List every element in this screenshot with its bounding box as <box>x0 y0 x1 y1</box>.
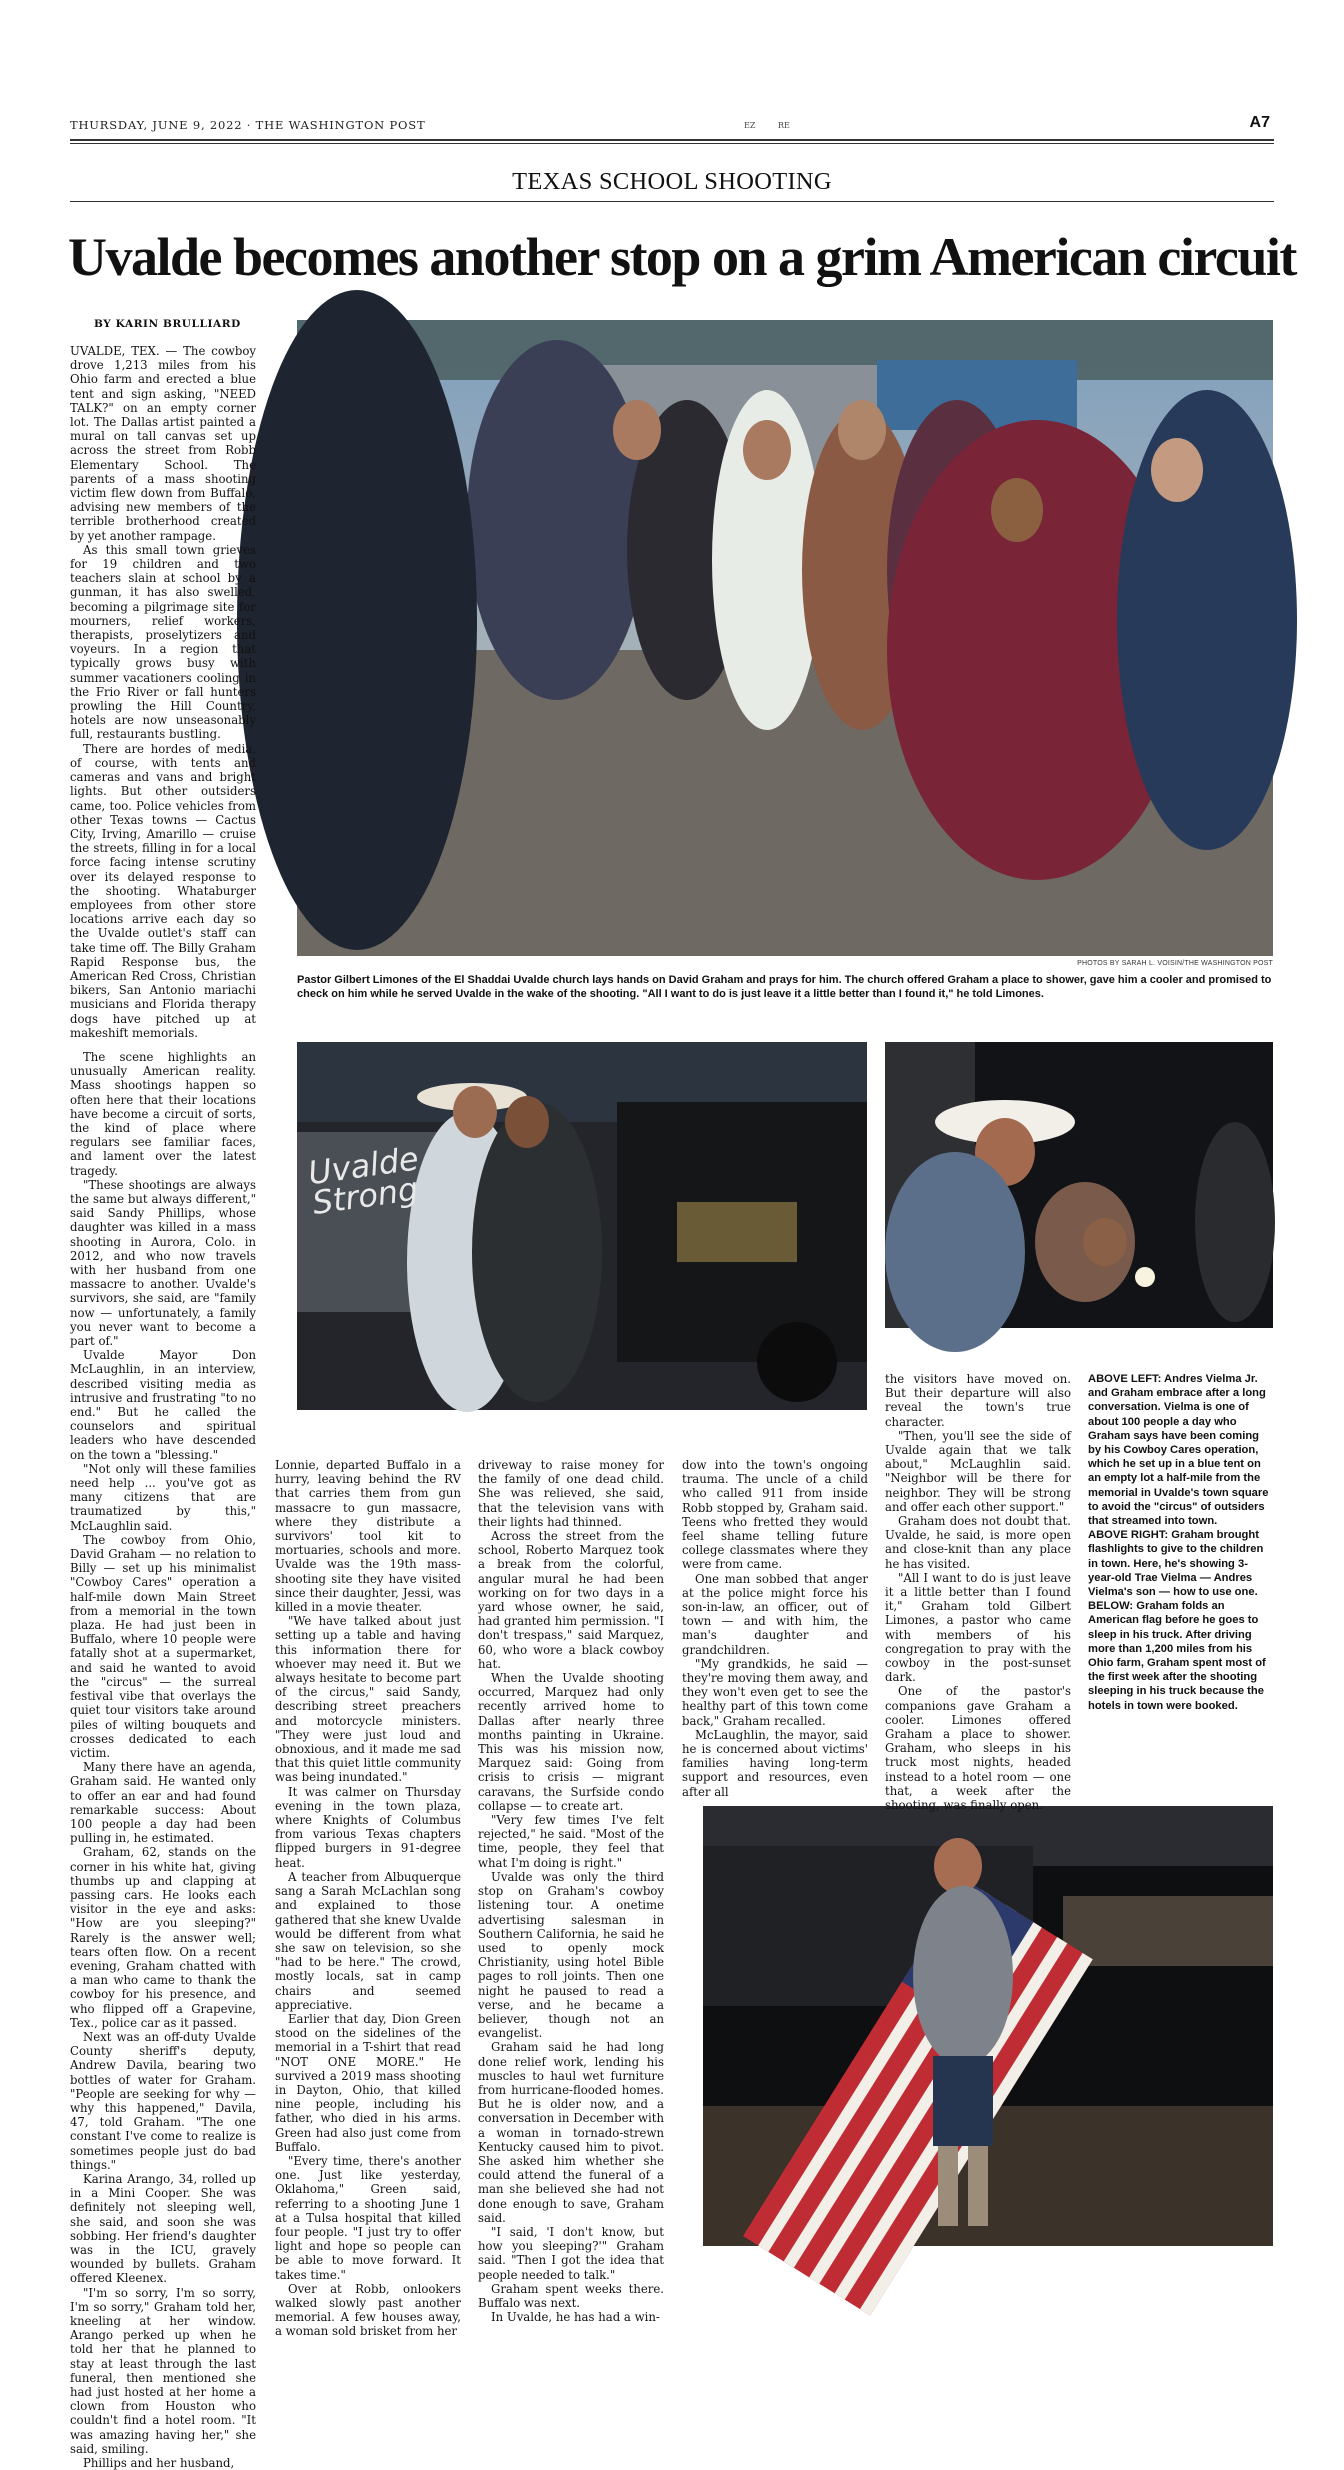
paragraph: In Uvalde, he has had a win- <box>491 2310 660 2325</box>
paragraph: Earlier that day, Dion Green stood on the sidelines of the memorial in a T-shirt that read "NOT ONE MORE." He survived a 2019 mass shooting in Dayton, Ohio, that killed nine people, including his father, who died in his arms. Green had also just come from Buffalo. <box>275 2011 461 2154</box>
paragraph: There are hordes of media, of course, with tents and cameras and vans and bright lights. But other outsiders came, too. Police vehicles from other Texas towns — Cactus City, Irving, Amarillo — cruise the streets, filling in for a local force facing intense scrutiny over its delayed response to the shooting. Whataburger employees from other store locations arrive each day so the Uvalde outlet's staff can take time off. The Billy Graham Rapid Response bus, the American Red Cross, Christian bikers, San Antonio mariachi musicians and Florida therapy dogs have pitched up at makeshift memorials. <box>70 741 256 1040</box>
paragraph: "Not only will these families need help ... you've got as many citizens that are traumatized by this," McLaughlin said. <box>70 1461 256 1533</box>
paragraph: Graham spent weeks there. Buffalo was next. <box>478 2281 664 2310</box>
paragraph: McLaughlin, the mayor, said he is concerned about victims' families having long-term support and resources, even after all <box>682 1727 868 1799</box>
paragraph: "I said, 'I don't know, but how you sleeping?'" Graham said. "Then I got the idea that people needed to talk." <box>478 2224 664 2282</box>
paragraph: "We have talked about just setting up a table and having this information there for whoever may need it. But we always hesitate to become part of the circus," said Sandy, describing street preachers and motorcycle ministers. "They were just loud and obnoxious, and it made me sad that this quiet little community was being inundated." <box>275 1614 461 1785</box>
article-column-2 <box>275 1458 461 2339</box>
headline: Uvalde becomes another stop on a grim American circuit <box>68 227 1296 287</box>
article-column-1 <box>70 344 256 2470</box>
paragraph: "I'm so sorry, I'm so sorry, I'm so sorry," Graham told her, kneeling at her window. Arango perked up when he told her that he planned to stay at least through the last funeral, then mentioned she had just hosted at her home a clown from Houston who couldn't find a hotel room. "It was amazing having her," she said, smiling. <box>70 2285 256 2456</box>
caption-above-right: ABOVE RIGHT: Graham brought flashlights to give to the children in town. Here, he's showing 3-year-old Trae Vielma — Andres Vielma's son — how to use one. <box>1088 1529 1264 1599</box>
paragraph: Graham said he had long done relief work, lending his muscles to haul wet furniture from hurricane-flooded homes. But he is older now, and a conversation in December with a woman in tornado-strewn Kentucky caused him to pivot. She asked him whether she could attend the funeral of a man she believed she had not done enough to save, Graham said. <box>478 2040 664 2225</box>
paragraph: Many there have an agenda, Graham said. He wanted only to offer an ear and had found remarkable success: About 100 people a day had been pulling in, he estimated. <box>70 1760 256 1846</box>
photo-embrace <box>297 1042 867 1410</box>
byline-author: KARIN BRULLIARD <box>115 318 241 330</box>
paragraph: Phillips and her husband, <box>83 2456 235 2470</box>
paragraph: Graham does not doubt that. Uvalde, he said, is more open and close-knit than any place he has visited. <box>885 1514 1071 1571</box>
paragraph: Across the street from the school, Roberto Marquez took a break from the colorful, angular mural he had been working on for two days in a yard whose owner, he said, had granted him permission. "I don't trespass," said Marquez, 60, who wore a black cowboy hat. <box>478 1529 664 1671</box>
paragraph: Uvalde was only the third stop on Graham's cowboy listening tour. A onetime advertising salesman in Southern California, he said he used to openly mock Christianity, using hotel Bible pages to roll joints. Then one night he paused to read a verse, and he became a believer, though not an evangelist. <box>478 1869 664 2041</box>
paragraph: Lonnie, departed Buffalo in a hurry, leaving behind the RV that carries them from gun massacre to gun massacre, where they distribute a survivors' tool kit to mortuaries, schools and more. Uvalde was the 19th mass-shooting site they have visited since their daughter, Jessi, was killed in a movie theater. <box>275 1458 461 1615</box>
edition-code-ez: EZ <box>744 121 756 130</box>
paragraph: "My grandkids, he said — they're moving them away, and they won't even get to see the healthy part of this town come back," Graham recalled. <box>682 1656 868 1728</box>
paragraph: One man sobbed that anger at the police might force his son-in-law, an officer, out of town — and with him, the man's daughter and grandchildren. <box>682 1571 868 1657</box>
header-rule-top <box>70 139 1274 141</box>
section-title: TEXAS SCHOOL SHOOTING <box>512 168 832 195</box>
mural-text: Uvalde Strong <box>305 1139 421 1223</box>
article-column-4 <box>682 1458 868 1799</box>
paragraph: A teacher from Albuquerque sang a Sarah McLachlan song and explained to those gathered that she knew Uvalde would be different from what she saw on television, so she "had to be here." The crowd, mostly locals, sat in camp chairs and seemed appreciative. <box>275 1869 461 2012</box>
paragraph: UVALDE, TEX. — The cowboy drove 1,213 miles from his Ohio farm and erected a blue tent and sign asking, "NEED TALK?" on an empty corner lot. The Dallas artist painted a mural on tall canvas set up across the street from Robb Elementary School. The parents of a mass shooting victim flew down from Buffalo, advising new members of the terrible brotherhood created by yet another rampage. <box>70 344 256 543</box>
paragraph: As this small town grieves for 19 children and two teachers slain at school by a gunman, it has also swelled, becoming a pilgrimage site for mourners, relief workers, therapists, proselytizers and voyeurs. In a region that typically grows busy with summer vacationers cooling in the Frio River or fall hunters prowling the Hill Country, hotels are now unseasonably full, restaurants bustling. <box>70 542 256 742</box>
section-rule <box>70 201 1274 202</box>
photo-flag-fold <box>703 1806 1273 2246</box>
paragraph: the visitors have moved on. But their departure will also reveal the town's true character. <box>885 1372 1071 1429</box>
page-number: A7 <box>1249 114 1270 131</box>
paragraph: When the Uvalde shooting occurred, Marquez had only recently arrived home to Dallas after nearly three months painting in Ukraine. This was his mission now, Marquez said: Going from crisis to crisis — migrant caravans, the Surfside condo collapse — to create art. <box>478 1671 664 1813</box>
paragraph: Next was an off-duty Uvalde County sheriff's deputy, Andrew Davila, bearing two bottles of water for Graham. "People are seeking for why — why this happened," Davila, 47, told Graham. "The one constant I've come to realize is sometimes people just do bad things." <box>70 2029 256 2172</box>
paragraph: driveway to raise money for the family of one dead child. She was relieved, she said, that the television vans with their lights had thinned. <box>478 1458 664 1529</box>
paragraph: Over at Robb, onlookers walked slowly past another memorial. A few houses away, a woman sold brisket from her <box>275 2281 461 2339</box>
paragraph: It was calmer on Thursday evening in the town plaza, where Knights of Columbus from various Texas chapters flipped burgers in 91-degree heat. <box>275 1784 461 1870</box>
paragraph: Karina Arango, 34, rolled up in a Mini Cooper. She was definitely not sleeping well, she said, and soon she was sobbing. Her friend's daughter was in the ICU, gravely wounded by bullets. Graham offered Kleenex. <box>70 2172 256 2286</box>
photo-captions-sidebar <box>1088 1372 1274 1713</box>
caption-below: BELOW: Graham folds an American flag before he goes to sleep in his truck. After driving more than 1,200 miles from his Ohio farm, Graham spent most of the first week after the shooting sleeping in his truck because the hotels in town were booked. <box>1088 1600 1266 1712</box>
paragraph: dow into the town's ongoing trauma. The uncle of a child who called 911 from inside Robb stopped by, Graham said. Teens who fretted they would feel shame telling future college classmates where they were from came. <box>682 1458 868 1572</box>
article-column-5 <box>885 1372 1071 1813</box>
paragraph: Uvalde Mayor Don McLaughlin, in an interview, described visiting media as intrusive and frustrating "to no end." But he called the counselors and spiritual leaders who have descended on the town a "blessing." <box>70 1348 256 1462</box>
paragraph: The scene highlights an unusually American reality. Mass shootings happen so often here that their locations have become a circuit of sorts, the kind of place where regulars see familiar faces, and lament over the latest tragedy. <box>70 1049 256 1178</box>
folio-date-publication: THURSDAY, JUNE 9, 2022 · THE WASHINGTON POST <box>70 118 426 132</box>
article-column-3 <box>478 1458 664 2325</box>
top-photo-prayer <box>297 320 1273 956</box>
header-rule-bottom <box>70 143 1274 144</box>
paragraph: "Then, you'll see the side of Uvalde again that we talk about," McLaughlin said. "Neighbor will be there for neighbor. They will be strong and offer each other support." <box>885 1428 1071 1514</box>
edition-code-re: RE <box>778 121 790 130</box>
byline-prefix: BY <box>94 318 112 330</box>
paragraph: "These shootings are always the same but always different," said Sandy Phillips, whose daughter was killed in a mass shooting in Aurora, Colo. in 2012, and who now travels with her husband from one massacre to another. Uvalde's survivors, she said, are "family now — unfortunately, a family you never want to become a part of." <box>70 1177 256 1349</box>
paragraph: "All I want to do is just leave it a little better than I found it," Graham told Gilbert Limones, a pastor who came with members of his congregation to pray with the cowboy in the post-sunset dark. <box>885 1570 1071 1685</box>
paragraph: "Every time, there's another one. Just like yesterday, Oklahoma," Green said, referring to a shooting June 1 at a Tulsa hospital that killed four people. "I just try to offer light and hope so people can be able to move forward. It takes time." <box>275 2153 461 2282</box>
top-photo-caption: Pastor Gilbert Limones of the El Shaddai Uvalde church lays hands on David Graham and prays for him. The church offered Graham a place to shower, gave him a cooler and promised to check on him while he served Uvalde in the wake of the shooting. "All I want to do is just leave it a little better than I found it," he told Limones. <box>297 974 1272 1000</box>
caption-above-left: ABOVE LEFT: Andres Vielma Jr. and Graham embrace after a long conversation. Vielma is one of about 100 people a day who Graham says have been coming by his Cowboy Cares operation, which he set up in a blue tent on an empty lot a half-mile from the memorial in Uvalde's town square to avoid the "circus" of outsiders that streamed into town. <box>1088 1373 1269 1528</box>
paragraph: "Very few times I've felt rejected," he said. "Most of the time, people, they feel that what I'm doing is right." <box>478 1813 664 1870</box>
photo-credit: PHOTOS BY SARAH L. VOISIN/THE WASHINGTON POST <box>1077 960 1273 967</box>
paragraph: The cowboy from Ohio, David Graham — no relation to Billy — set up his minimalist "Cowboy Cares" operation a half-mile down Main Street from a memorial in the town plaza. He had just been in Buffalo, where 10 people were fatally shot at a supermarket, and said he wanted to avoid the "circus" — the surreal festival vibe that overlays the quiet tour visitors take around piles of wilting bouquets and crosses dedicated to each victim. <box>70 1532 256 1760</box>
paragraph: Graham, 62, stands on the corner in his white hat, giving thumbs up and clapping at passing cars. He looks each visitor in the eye and asks: "How are you sleeping?" Rarely is the answer well; tears often flow. On a recent evening, Graham chatted with a man who came to thank the cowboy for his presence, and who flipped off a Grapevine, Tex., police car as it passed. <box>70 1845 256 2030</box>
byline <box>94 318 241 330</box>
photo-flashlight <box>885 1042 1273 1328</box>
paragraph: One of the pastor's companions gave Graham a cooler. Limones offered Graham a place to shower. Graham, who sleeps in his truck most nights, headed instead to a hotel room — one that, a week after the shooting, was finally open. <box>885 1684 1071 1813</box>
